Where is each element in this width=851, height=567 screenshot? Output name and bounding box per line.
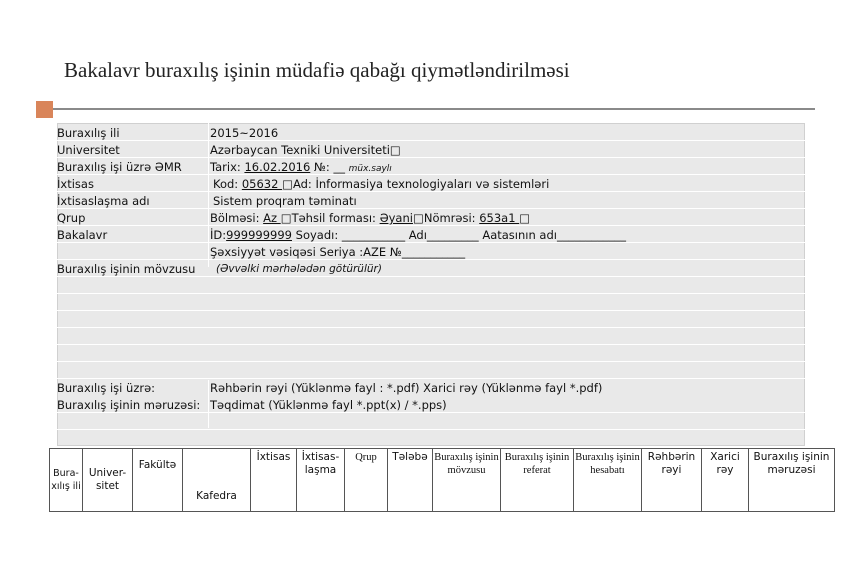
certificate-value[interactable] xyxy=(210,245,465,259)
col-group: Qrup xyxy=(345,449,388,512)
col-topic: Buraxılış işinin mövzusu xyxy=(433,449,501,512)
order-date-prefix: Tarix: xyxy=(210,160,245,174)
row-divider xyxy=(57,225,805,226)
group-number-prefix: Nömrəsi: xyxy=(423,211,480,225)
row-divider xyxy=(57,276,805,277)
row-divider xyxy=(57,174,805,175)
university-value[interactable] xyxy=(210,143,401,157)
topic-label: Buraxılış işinin mövzusu xyxy=(57,262,196,276)
col-review: Buraxılış işinin referat xyxy=(501,449,574,512)
group-number[interactable]: 653a1 xyxy=(479,211,520,225)
col-presentation: Buraxılış işinin məruzəsi xyxy=(749,449,835,512)
row-divider xyxy=(57,157,805,158)
col-department: Kafedra xyxy=(183,449,251,512)
dropdown-icon[interactable]: □ xyxy=(519,211,531,225)
page-title: Bakalavr buraxılış işinin müdafiə qabağı qiymətləndirilməsi xyxy=(64,58,570,82)
col-specialty: İxtisas xyxy=(251,449,297,512)
specialty-name: Ad: İnformasiya texnologiyaları və sistemləri xyxy=(292,177,550,191)
group-form-prefix: Təhsil forması: xyxy=(291,211,380,225)
university-label: Universitet xyxy=(57,143,120,157)
bachelor-name-fields[interactable]: Soyadı: ___________ Adı_________ Aatasının adı____________ xyxy=(291,228,626,242)
row-divider xyxy=(57,378,805,379)
col-faculty: Fakültə xyxy=(133,449,183,512)
row-divider xyxy=(57,208,805,209)
dropdown-icon[interactable]: □ xyxy=(280,211,292,225)
title-divider xyxy=(53,108,815,110)
group-label: Qrup xyxy=(57,211,86,225)
col-student: Tələbə xyxy=(388,449,433,512)
dropdown-icon[interactable]: □ xyxy=(282,177,293,191)
row-divider xyxy=(57,310,805,311)
col-external: Xarici rəy xyxy=(702,449,749,512)
year-value: 2015~2016 xyxy=(210,126,279,140)
specialty-code-prefix: Kod: xyxy=(213,177,242,191)
column-divider-lower xyxy=(208,380,209,428)
specialty-value xyxy=(213,177,549,191)
row-divider xyxy=(57,361,805,362)
group-dept-prefix: Bölməsi: xyxy=(210,211,264,225)
specialization-value: Sistem proqram təminatı xyxy=(213,194,357,208)
dropdown-icon[interactable]: □ xyxy=(389,143,401,157)
thesis-label: Buraxılış işi üzrə: xyxy=(57,381,156,395)
column-divider xyxy=(208,123,209,267)
summary-table xyxy=(49,448,835,512)
col-specialization: İxtisas-laşma xyxy=(297,449,345,512)
order-number-prefix: №: __ xyxy=(310,160,349,174)
bachelor-label: Bakalavr xyxy=(57,228,108,242)
row-divider xyxy=(57,412,805,413)
group-dept[interactable]: Az xyxy=(263,211,281,225)
row-divider xyxy=(57,429,805,430)
order-value xyxy=(210,160,392,176)
specialty-code[interactable]: 05632 xyxy=(241,177,283,191)
presentation-upload-value[interactable]: Təqdimat (Yüklənmə fayl *.ppt(x) / *.pps) xyxy=(210,398,447,412)
group-form[interactable]: Əyani xyxy=(379,211,413,225)
col-university: Univer-sitet xyxy=(83,449,133,512)
certificate-blank[interactable]: ___________ xyxy=(401,245,466,259)
row-divider xyxy=(57,259,805,260)
topic-value: (Əvvəlki mərhələdən götürülür) xyxy=(216,263,382,275)
order-label: Buraxılış işi üzrə ƏMR xyxy=(57,160,182,174)
row-divider xyxy=(57,344,805,345)
thesis-upload-value[interactable]: Rəhbərin rəyi (Yüklənmə fayl : *.pdf) Xarici rəy (Yüklənmə fayl *.pdf) xyxy=(210,381,603,395)
col-year: Bura-xılış ili xyxy=(50,449,83,512)
col-report: Buraxılış işinin hesabatı xyxy=(574,449,642,512)
order-number-note: müx.saylı xyxy=(348,164,392,174)
order-date[interactable]: 16.02.2016 xyxy=(244,160,311,174)
row-divider xyxy=(57,293,805,294)
row-divider xyxy=(57,327,805,328)
row-divider xyxy=(57,242,805,243)
table-header-row xyxy=(50,449,835,512)
specialty-label: İxtisas xyxy=(57,177,94,191)
bachelor-value xyxy=(210,228,626,242)
presentation-label: Buraxılış işinin məruzəsi: xyxy=(57,398,201,412)
bachelor-id-prefix: İD: xyxy=(210,228,227,242)
bachelor-id[interactable]: 999999999 xyxy=(226,228,292,242)
accent-square xyxy=(36,101,53,118)
certificate-text: Şəxsiyyət vəsiqəsi Seriya :AZE № xyxy=(210,245,402,259)
row-divider xyxy=(57,140,805,141)
col-supervisor: Rəhbərin rəyi xyxy=(642,449,702,512)
group-value xyxy=(210,211,530,225)
year-label: Buraxılış ili xyxy=(57,126,120,140)
dropdown-icon[interactable]: □ xyxy=(412,211,424,225)
row-divider xyxy=(57,191,805,192)
university-text: Azərbaycan Texniki Universiteti xyxy=(210,143,390,157)
specialization-label: İxtisaslaşma adı xyxy=(57,194,150,208)
